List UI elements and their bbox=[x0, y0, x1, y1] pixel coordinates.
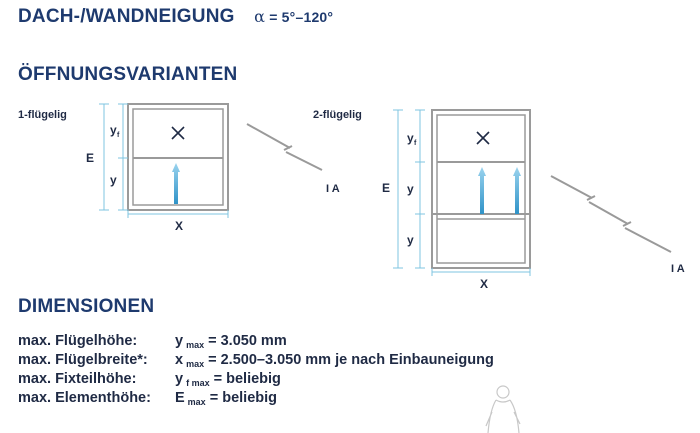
v1-side-profile bbox=[247, 124, 322, 170]
v1-dim-e: E bbox=[86, 151, 95, 165]
up-arrow-icon bbox=[478, 167, 486, 214]
dim-label: max. Fixteilhöhe: bbox=[18, 371, 137, 387]
v2-dim-y2: y bbox=[407, 233, 414, 247]
dim-label: max. Flügelbreite*: bbox=[18, 352, 148, 368]
dim-value: = beliebig bbox=[213, 371, 281, 387]
v1-side-label: I A bbox=[326, 183, 340, 195]
list-item bbox=[18, 351, 494, 370]
v2-side-label: I A bbox=[671, 263, 685, 275]
up-arrow-icon bbox=[172, 163, 180, 204]
variant-2-label: 2-flügelig bbox=[313, 109, 362, 121]
up-arrow-icon bbox=[513, 167, 521, 214]
heading-text: DACH-/WANDNEIGUNG bbox=[18, 6, 235, 27]
dim-label: max. Elementhöhe: bbox=[18, 390, 151, 406]
v2-dim-x: X bbox=[480, 277, 489, 291]
v2-dim-yf: y bbox=[407, 131, 414, 145]
pitch-range-value: = 5°–120° bbox=[269, 9, 334, 25]
dim-value: = 2.500–3.050 mm je nach Einbauneigung bbox=[208, 352, 494, 368]
dim-value: = 3.050 mm bbox=[208, 333, 287, 349]
dim-sub: max bbox=[186, 340, 205, 350]
close-x-icon bbox=[477, 132, 489, 144]
variant-1-label: 1-flügelig bbox=[18, 109, 67, 121]
dim-var: y bbox=[175, 371, 184, 387]
dim-sub: max bbox=[186, 359, 205, 369]
dimensions-list bbox=[18, 332, 494, 408]
dim-sub: f max bbox=[186, 378, 210, 388]
v1-dim-x: X bbox=[175, 219, 184, 233]
alpha-symbol: α bbox=[254, 7, 266, 26]
variant-1-window bbox=[128, 104, 228, 210]
v1-dimension-lines bbox=[99, 104, 228, 218]
v1-dim-yf-sub: f bbox=[117, 132, 120, 139]
dim-label: max. Flügelhöhe: bbox=[18, 333, 138, 349]
v1-dim-yf: y bbox=[110, 123, 117, 137]
dimensions-heading: DIMENSIONEN bbox=[18, 296, 155, 317]
close-x-icon bbox=[172, 127, 184, 139]
dim-var: E bbox=[175, 390, 185, 406]
opening-variants-heading: ÖFFNUNGSVARIANTEN bbox=[18, 64, 238, 85]
v2-side-profile bbox=[551, 176, 671, 252]
variant-2-window bbox=[432, 110, 530, 268]
list-item bbox=[18, 370, 494, 389]
v1-dim-y: y bbox=[110, 173, 117, 187]
v2-dim-e: E bbox=[382, 181, 391, 195]
dim-var: x bbox=[175, 352, 184, 368]
v2-dim-yf-sub: f bbox=[414, 140, 417, 147]
dim-var: y bbox=[175, 333, 184, 349]
v2-dim-y1: y bbox=[407, 182, 414, 196]
list-item bbox=[18, 389, 494, 408]
list-item bbox=[18, 332, 494, 351]
dim-value: = beliebig bbox=[209, 390, 278, 406]
dim-sub: max bbox=[187, 397, 206, 407]
